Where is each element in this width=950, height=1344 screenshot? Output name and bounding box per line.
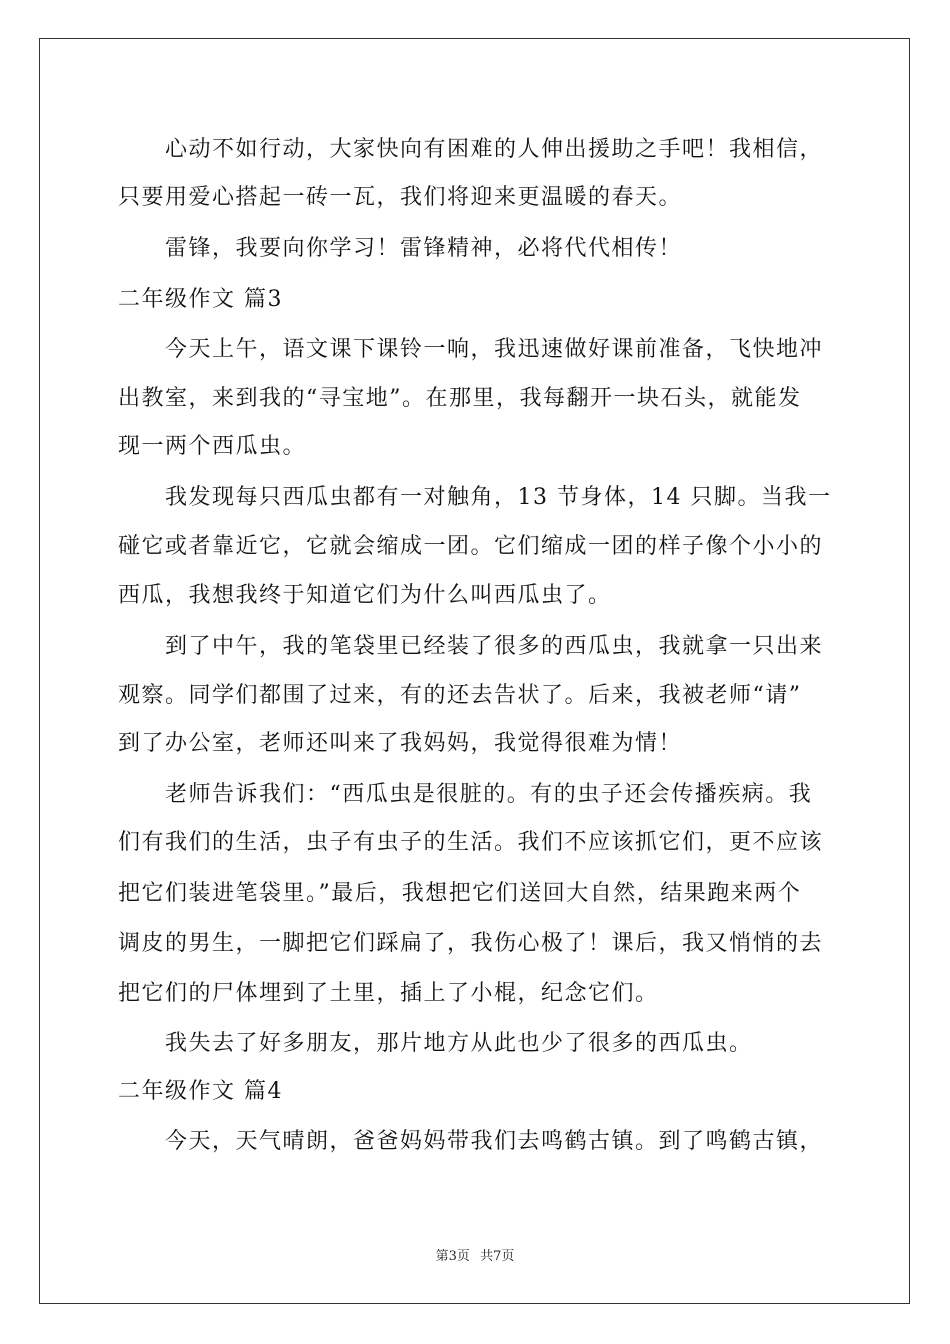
paragraph-line: 观察。同学们都围了过来，有的还去告状了。后来，我被老师“请” <box>118 683 802 708</box>
page-border <box>39 38 910 1304</box>
paragraph-line: 雷锋，我要向你学习！雷锋精神，必将代代相传！ <box>165 236 683 261</box>
section-heading: 二年级作文 篇4 <box>118 1079 283 1104</box>
paragraph-line: 今天，天气晴朗，爸爸妈妈带我们去鸣鹤古镇。到了鸣鹤古镇， <box>165 1129 824 1154</box>
page-footer <box>0 1248 950 1266</box>
paragraph-line: 我发现每只西瓜虫都有一对触角，13 节身体，14 只脚。当我一 <box>165 485 832 510</box>
paragraph-line: 西瓜，我想我终于知道它们为什么叫西瓜虫了。 <box>118 583 612 608</box>
paragraph-line: 把它们装进笔袋里。”最后，我想把它们送回大自然，结果跑来两个 <box>118 881 802 906</box>
paragraph-line: 调皮的男生，一脚把它们踩扁了，我伤心极了！课后，我又悄悄的去 <box>118 931 824 956</box>
paragraph-line: 到了中午，我的笔袋里已经装了很多的西瓜虫，我就拿一只出来 <box>165 634 824 659</box>
paragraph-line: 们有我们的生活，虫子有虫子的生活。我们不应该抓它们，更不应该 <box>118 830 824 855</box>
paragraph-line: 老师告诉我们：“西瓜虫是很脏的。有的虫子还会传播疾病。我 <box>165 782 813 807</box>
paragraph-line: 碰它或者靠近它，它就会缩成一团。它们缩成一团的样子像个小小的 <box>118 534 824 559</box>
page-number: 第3页 <box>435 1249 470 1264</box>
paragraph-line: 到了办公室，老师还叫来了我妈妈，我觉得很难为情！ <box>118 731 683 756</box>
paragraph-line: 出教室，来到我的“寻宝地”。在那里，我每翻开一块石头，就能发 <box>118 386 802 411</box>
paragraph-line: 现一两个西瓜虫。 <box>118 434 307 459</box>
paragraph-line: 只要用爱心搭起一砖一瓦，我们将迎来更温暖的春天。 <box>118 185 683 210</box>
paragraph-line: 今天上午，语文课下课铃一响，我迅速做好课前准备，飞快地冲 <box>165 337 824 362</box>
page-total: 共7页 <box>480 1249 515 1264</box>
paragraph-line: 心动不如行动，大家快向有困难的人伸出援助之手吧！我相信， <box>165 137 824 162</box>
paragraph-line: 我失去了好多朋友，那片地方从此也少了很多的西瓜虫。 <box>165 1031 753 1056</box>
paragraph-line: 把它们的尸体埋到了土里，插上了小棍，纪念它们。 <box>118 981 659 1006</box>
section-heading: 二年级作文 篇3 <box>118 287 283 312</box>
